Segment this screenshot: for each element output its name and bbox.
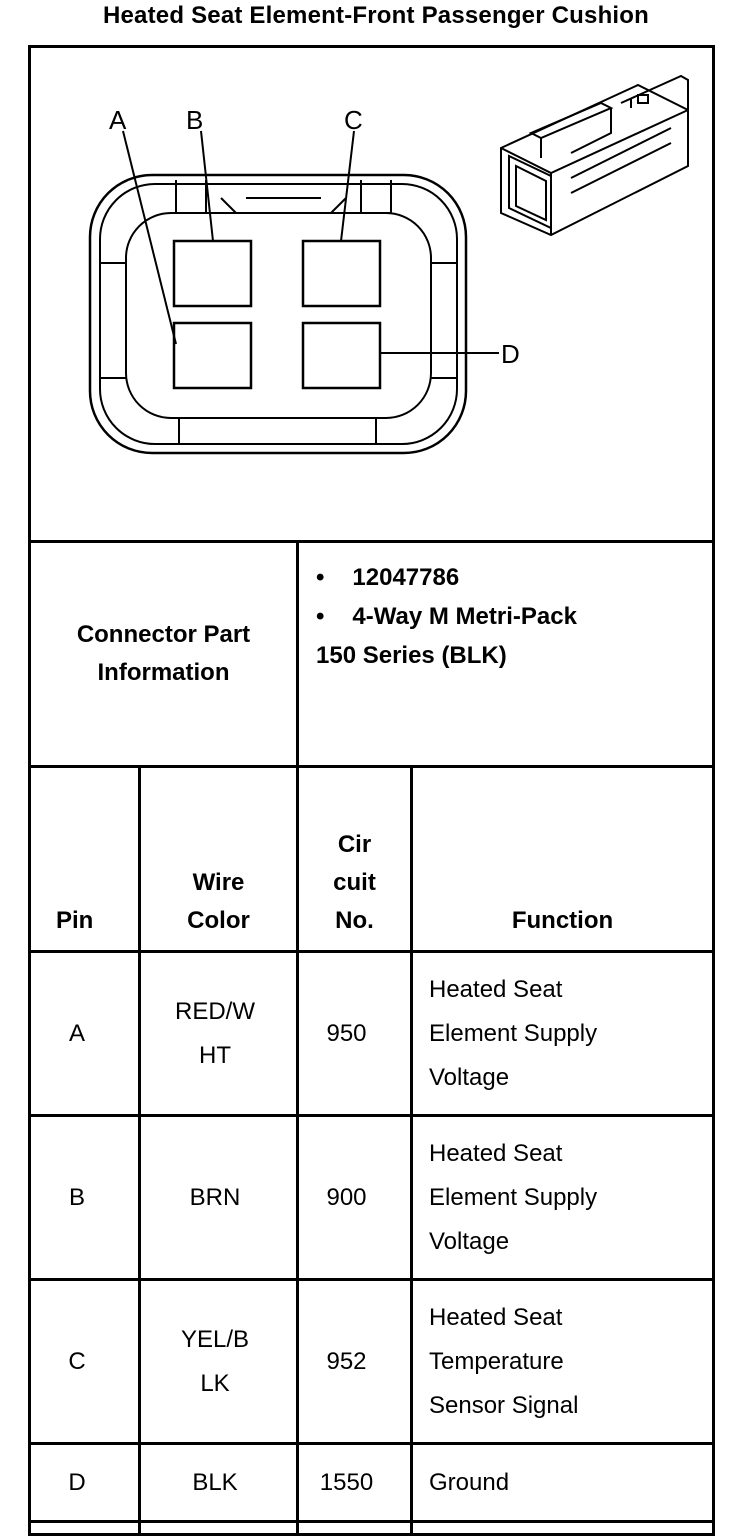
connector-description-2: 150 Series (BLK) [316,642,507,669]
connector-info-label-line2: Information [97,659,230,686]
pin-label-b: B [186,105,204,135]
row-c-function: Heated Seat Temperature Sensor Signal [429,1303,579,1419]
row-d-function: Ground [429,1468,510,1496]
connector-info-label [31,543,296,765]
row-c-pin: C [68,1347,86,1375]
row-c-color: YEL/B LK [180,1325,250,1397]
page-title: Heated Seat Element-Front Passenger Cushion [102,2,650,29]
divider-info-vertical [296,543,299,765]
description-line [316,597,706,636]
header-wire-color: Wire Color [187,869,250,934]
pin-label-c: C [344,105,363,135]
part-number-line [316,558,706,597]
terminal-d [303,323,380,388]
row-c-circuit: 952 [326,1347,367,1375]
connector-face-diagram [31,48,712,540]
bullet-icon: • [316,564,325,591]
connector-perspective-icon [501,76,688,235]
row-a-pin: A [68,1019,85,1047]
divider-row-d [31,1520,712,1523]
terminal-c [303,241,380,306]
pin-label-a: A [109,105,127,135]
row-a-color: RED/W HT [175,997,255,1069]
row-b-pin: B [68,1183,85,1211]
header-pin: Pin [56,907,94,934]
terminal-b [174,241,251,306]
row-d-color: BLK [192,1468,238,1496]
terminal-a [174,323,251,388]
row-b-function: Heated Seat Element Supply Voltage [429,1139,598,1255]
row-d-circuit: 1550 [319,1468,374,1496]
part-number: 12047786 [352,564,460,591]
header-function: Function [511,907,614,934]
header-circuit-no: Cir cuit No. [333,831,376,934]
row-a-circuit: 950 [326,1019,367,1047]
row-b-color: BRN [189,1183,241,1211]
bullet-icon: • [316,603,325,630]
row-a-function: Heated Seat Element Supply Voltage [429,975,598,1091]
connector-info-label-line1: Connector Part [76,621,251,648]
connector-info-value [316,558,706,758]
row-d-pin: D [68,1468,86,1496]
row-b-circuit: 900 [326,1183,367,1211]
connector-description-1: 4-Way M Metri-Pack [352,603,577,630]
pin-label-d: D [501,339,520,369]
